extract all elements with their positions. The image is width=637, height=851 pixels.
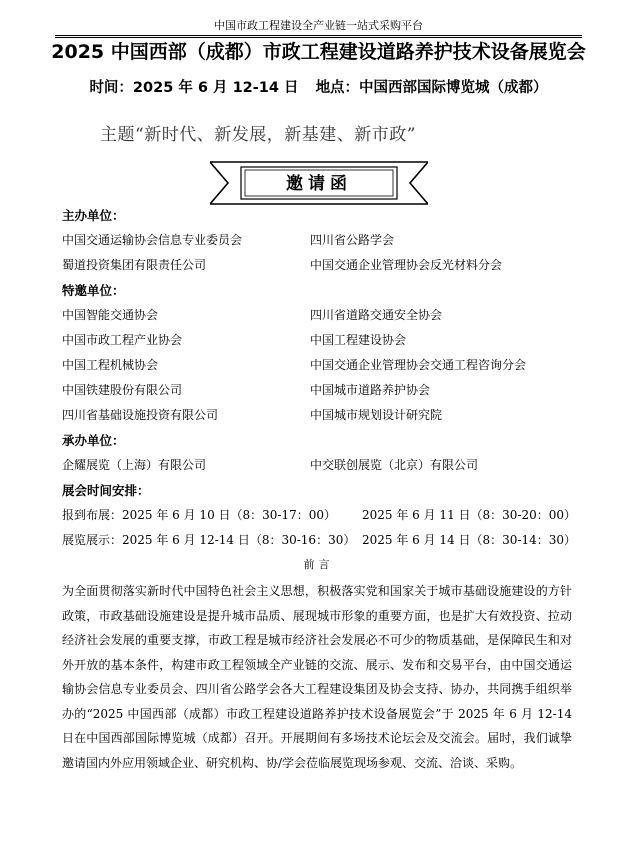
schedule-setup-day2: 2025 年 6 月 11 日（8：30-20：00） <box>362 508 577 522</box>
special-item: 中国城市规划设计研究院 <box>310 408 443 422</box>
special-item: 中国工程建设协会 <box>310 333 407 347</box>
foreword-body: 为全面贯彻落实新时代中国特色社会主义思想，积极落实党和国家关于城市基础设施建设的方针政策，市政基础设施建设是提升城市品质、展现城市形象的重要方面，也是扩大有效投资、拉动经济社会发展的重要支撑，市政工程是城市经济社会发展必不可少的物质基础，是保障民生和对外开放的基本条件，构建市政工程领域全产业链的交流、展示、发布和交易平台，由中国交通运输协会信息专业委员会、四川省公路学会各大工程建设集团及协会支持、协办，共同携手组织举办的“2025 中国西部（成都）市政工程建设道路养护技术设备展览会”于 2025 年 6 月 12-14 日在中国西部国际博览城（成都）召开。开展期间有多场技术论坛会及交流会。届时，我们诚挚邀请国内外应用领域企业、研究机构、协/学会莅临展览现场参观、交流、洽谈、采购。 <box>62 584 572 770</box>
special-item: 中国铁建股份有限公司 <box>62 383 183 397</box>
special-label: 特邀单位： <box>62 283 125 298</box>
special-item: 中国城市道路养护协会 <box>310 383 431 397</box>
invitation-title: 邀请函 <box>286 174 352 194</box>
special-item: 中国工程机械协会 <box>62 358 159 372</box>
exhibition-place: 地点：中国西部国际博览城（成都） <box>315 80 548 96</box>
schedule-exhibit-last: 2025 年 6 月 14 日（8：30-14：30） <box>362 533 577 547</box>
theme-slogan: 主题“新时代、新发展，新基建、新市政” <box>100 125 416 145</box>
platform-header: 中国市政工程建设全产业链一站式采购平台 <box>214 19 423 32</box>
organizers-label: 主办单位： <box>62 208 125 223</box>
header-rule-top <box>55 35 582 36</box>
undertakers-label: 承办单位： <box>62 433 125 448</box>
header-rule-bottom <box>55 37 582 38</box>
organizer-item: 中国交通运输协会信息专业委员会 <box>62 233 243 247</box>
special-item: 中国市政工程产业协会 <box>62 333 183 347</box>
undertaker-item: 中交联创展览（北京）有限公司 <box>310 458 479 472</box>
special-item: 四川省道路交通安全协会 <box>310 308 443 322</box>
foreword-title: 前言 <box>303 558 334 571</box>
special-item: 中国智能交通协会 <box>62 308 159 322</box>
exhibition-title: 2025 中国西部（成都）市政工程建设道路养护技术设备展览会 <box>51 41 586 63</box>
organizer-item: 四川省公路学会 <box>310 233 395 247</box>
organizer-item: 中国交通企业管理协会反光材料分会 <box>310 258 503 272</box>
special-item: 中国交通企业管理协会交通工程咨询分会 <box>310 358 527 372</box>
time-place-line <box>0 78 637 98</box>
organizer-item: 蜀道投资集团有限责任公司 <box>62 258 207 272</box>
exhibition-time: 时间：2025 年 6 月 12-14 日 <box>89 80 299 96</box>
special-item: 四川省基础设施投资有限公司 <box>62 408 219 422</box>
schedule-setup: 报到布展：2025 年 6 月 10 日（8：30-17：00） <box>62 508 337 522</box>
undertaker-item: 企耀展览（上海）有限公司 <box>62 458 207 472</box>
schedule-label: 展会时间安排： <box>62 483 150 498</box>
schedule-exhibit: 展览展示：2025 年 6 月 12-14 日（8：30-16：30） <box>62 533 356 547</box>
